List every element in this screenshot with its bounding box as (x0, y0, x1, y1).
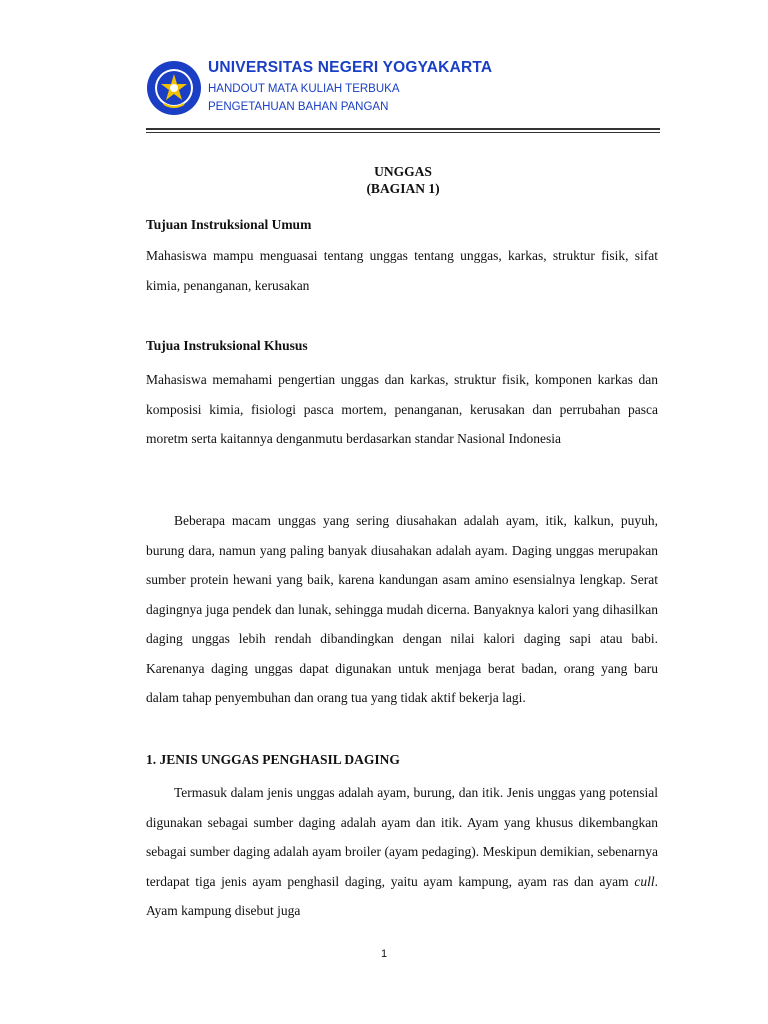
header-text-block (208, 58, 492, 116)
tik-heading: Tujua Instruksional Khusus (146, 338, 308, 353)
intro-paragraph: Beberapa macam unggas yang sering diusahakan adalah ayam, itik, kalkun, puyuh, burung dara, namun yang paling banyak diusahakan adalah ayam. Daging unggas merupakan sumber protein hewani yang baik, karena kandungan asam amino esensialnya lengkap. Serat dagingnya juga pendek dan lunak, sehingga mudah dicerna. Banyaknya kalori yang dihasilkan daging unggas lebih rendah dibandingkan dengan nilai kalori daging sapi atau babi. Karenanya daging unggas dapat digunakan untuk menjaga berat badan, orang yang baru dalam tahap penyembuhan dan orang tua yang tidak aktif bekerja lagi. (146, 513, 658, 705)
course-name: PENGETAHUAN BAHAN PANGAN (208, 101, 389, 113)
tik-paragraph: Mahasiswa memahami pengertian unggas dan karkas, struktur fisik, komponen karkas dan komposisi kimia, fisiologi pasca mortem, penanganan, kerusakan dan perrubahan pasca moretm serta kaitannya denganmutu berdasarkan standar Nasional Indonesia (146, 372, 658, 446)
header-divider-thin (146, 132, 660, 133)
page-number: 1 (380, 948, 388, 960)
section-1-italic-term: cull (634, 873, 655, 889)
tiu-heading: Tujuan Instruksional Umum (146, 217, 312, 232)
tiu-paragraph: Mahasiswa mampu menguasai tentang unggas tentang unggas, karkas, struktur fisik, sifat kimia, penanganan, kerusakan (146, 248, 658, 293)
document-subtitle: (BAGIAN 1) (366, 181, 440, 196)
university-logo-icon (146, 60, 202, 116)
section-1-heading: 1. JENIS UNGGAS PENGHASIL DAGING (146, 752, 400, 767)
section-1-paragraph (146, 778, 658, 926)
section-1-text-end: . Ayam kampung disebut juga (146, 873, 658, 918)
section-1-text-start: Termasuk dalam jenis unggas adalah ayam, burung, dan itik. Jenis unggas yang potensial digunakan sebagai sumber daging adalah ayam dan itik. Ayam yang khusus dikembangkan sebagai sumber daging adalah ayam broiler (ayam pedaging). Meskipun demikian, sebenarnya terdapat tiga jenis ayam penghasil daging, yaitu ayam kampung, ayam ras dan ayam (146, 785, 658, 889)
header-divider-thick (146, 128, 660, 130)
document-header (146, 58, 660, 118)
university-name: UNIVERSITAS NEGERI YOGYAKARTA (208, 59, 493, 76)
document-title: UNGGAS (374, 164, 432, 179)
handout-label: HANDOUT MATA KULIAH TERBUKA (208, 83, 400, 95)
